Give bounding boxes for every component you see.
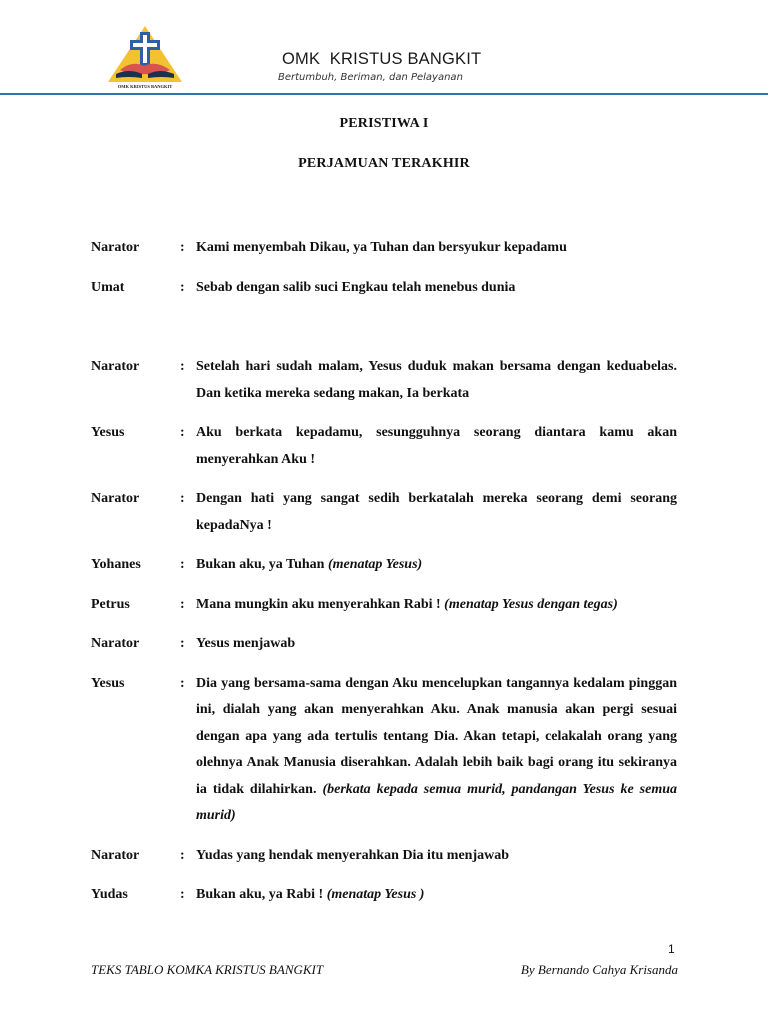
scene-title: PERJAMUAN TERAKHIR	[298, 156, 470, 171]
dialogue-text	[196, 631, 677, 658]
spoken-text: Aku berkata kepadamu, sesungguhnya seorang diantara kamu akan menyerahkan Aku !	[196, 425, 677, 467]
spoken-text: Bukan aku, ya Rabi !	[196, 887, 327, 902]
dialogue-text	[196, 552, 677, 579]
script-body	[91, 235, 677, 909]
dialogue-text	[196, 671, 677, 830]
speaker-name: Narator	[91, 847, 140, 863]
page-number: 1	[668, 942, 675, 956]
omk-logo	[106, 24, 184, 90]
footer-author: By Bernando Cahya Krisanda	[520, 962, 678, 977]
dialogue-line	[91, 275, 677, 302]
speaker-separator: :	[180, 240, 185, 255]
dialogue-text	[196, 420, 677, 473]
speaker-separator: :	[180, 596, 185, 612]
speaker-name: Umat	[91, 279, 125, 295]
dialogue-text	[196, 592, 677, 619]
stage-direction: (berkata kepada semua murid, pandangan Yesus ke semua murid)	[196, 781, 677, 823]
dialogue-line	[91, 552, 677, 579]
org-tagline: Bertumbuh, Beriman, dan Pelayanan	[278, 72, 463, 83]
speaker-separator: :	[180, 279, 185, 295]
footer-document-title: TEKS TABLO KOMKA KRISTUS BANGKIT	[91, 962, 324, 977]
dialogue-text	[196, 354, 677, 407]
speaker-name: Yudas	[91, 887, 128, 902]
page-header	[0, 0, 768, 96]
stage-direction: (menatap Yesus)	[327, 557, 423, 572]
spoken-text: Yudas yang hendak menyerahkan Dia itu menjawab	[196, 847, 509, 863]
spoken-text: Mana mungkin aku menyerahkan Rabi !	[196, 596, 445, 612]
dialogue-text	[196, 275, 677, 302]
spoken-text: Bukan aku, ya Tuhan	[196, 557, 328, 572]
spoken-text: Yesus menjawab	[196, 636, 296, 651]
speaker-separator: :	[180, 425, 185, 440]
org-name: OMK KRISTUS BANGKIT	[282, 50, 482, 68]
stage-direction: (menatap Yesus )	[326, 887, 425, 902]
event-title: PERISTIWA I	[339, 116, 429, 131]
dialogue-line	[91, 843, 677, 870]
dialogue-line	[91, 631, 677, 658]
dialogue-line	[91, 882, 677, 909]
speaker-name: Narator	[91, 636, 140, 651]
dialogue-line	[91, 235, 677, 262]
speaker-separator: :	[180, 359, 185, 374]
dialogue-text	[196, 882, 677, 909]
speaker-name: Petrus	[91, 596, 130, 612]
speaker-name: Narator	[91, 359, 140, 374]
spoken-text: Kami menyembah Dikau, ya Tuhan dan bersyukur kepadamu	[196, 240, 567, 255]
dialogue-text	[196, 843, 677, 870]
speaker-separator: :	[180, 557, 185, 572]
spoken-text: Sebab dengan salib suci Engkau telah menebus dunia	[196, 279, 516, 295]
speaker-name: Narator	[91, 240, 140, 255]
speaker-separator: :	[180, 675, 185, 691]
speaker-separator: :	[180, 491, 185, 506]
speaker-name: Narator	[91, 491, 140, 506]
dialogue-line	[91, 486, 677, 539]
speaker-separator: :	[180, 887, 185, 902]
dialogue-text	[196, 486, 677, 539]
spoken-text: Dia yang bersama-sama dengan Aku mencelupkan tangannya kedalam pinggan ini, dialah yang akan menyerahkan Aku. Anak manusia akan pergi sesuai dengan apa yang ada tertulis tentang Dia. Akan tetapi, celakalah orang yang olehnya Anak Manusia diserahkan. Adalah lebih baik bagi orang itu sekiranya ia tidak dilahirkan.	[196, 675, 677, 797]
speaker-separator: :	[180, 636, 185, 651]
speaker-name: Yohanes	[91, 557, 141, 572]
dialogue-text	[196, 235, 677, 262]
logo-caption: OMK KRISTUS BANGKIT	[117, 84, 173, 89]
speaker-name: Yesus	[91, 675, 125, 691]
dialogue-line	[91, 354, 677, 407]
dialogue-line	[91, 420, 677, 473]
speaker-separator: :	[180, 847, 185, 863]
dialogue-line	[91, 671, 677, 830]
dialogue-line	[91, 592, 677, 619]
spoken-text: Setelah hari sudah malam, Yesus duduk makan bersama dengan keduabelas. Dan ketika mereka sedang makan, Ia berkata	[196, 359, 677, 401]
stage-direction: (menatap Yesus dengan tegas)	[444, 596, 618, 612]
header-divider	[0, 93, 768, 95]
speaker-name: Yesus	[91, 425, 125, 440]
spoken-text: Dengan hati yang sangat sedih berkatalah mereka seorang demi seorang kepadaNya !	[196, 491, 677, 533]
